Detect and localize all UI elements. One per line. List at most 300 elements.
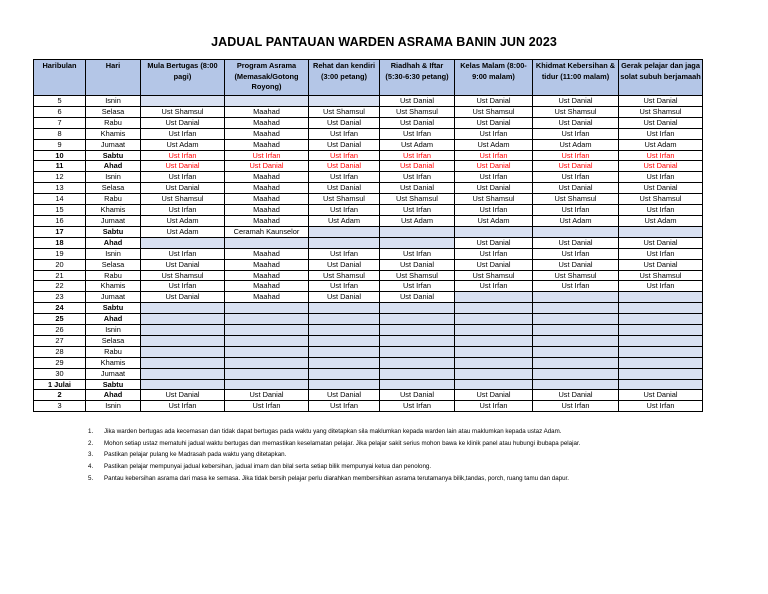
duty-cell	[225, 303, 309, 314]
duty-cell: Ust Danial	[619, 161, 703, 172]
duty-cell: Ust Danial	[380, 161, 455, 172]
duty-cell: Ust Shamsul	[619, 270, 703, 281]
duty-cell: Ust Irfan	[380, 281, 455, 292]
duty-cell	[380, 368, 455, 379]
duty-cell: Ust Irfan	[455, 248, 533, 259]
duty-cell: Ust Adam	[619, 215, 703, 226]
duty-cell	[225, 237, 309, 248]
duty-cell: Ust Danial	[380, 183, 455, 194]
table-row	[34, 314, 703, 325]
table-row	[34, 183, 703, 194]
duty-cell: Ust Irfan	[455, 205, 533, 216]
day-cell: Ahad	[86, 314, 141, 325]
duty-cell	[455, 335, 533, 346]
duty-cell	[533, 325, 619, 336]
day-cell: Isnin	[86, 401, 141, 412]
duty-cell	[619, 303, 703, 314]
duty-cell: Ust Adam	[141, 139, 225, 150]
day-cell: Isnin	[86, 172, 141, 183]
duty-cell: Ust Irfan	[380, 172, 455, 183]
duty-cell	[533, 292, 619, 303]
duty-cell: Ust Irfan	[533, 172, 619, 183]
duty-cell: Ust Danial	[309, 139, 380, 150]
duty-cell: Ust Shamsul	[380, 194, 455, 205]
schedule-table	[33, 59, 703, 412]
duty-cell	[141, 357, 225, 368]
duty-cell: Ust Danial	[455, 161, 533, 172]
table-row	[34, 161, 703, 172]
duty-cell: Ust Danial	[533, 183, 619, 194]
duty-cell: Maahad	[225, 281, 309, 292]
table-row	[34, 270, 703, 281]
duty-cell: Ust Adam	[141, 215, 225, 226]
duty-cell	[380, 303, 455, 314]
duty-cell: Ust Shamsul	[455, 270, 533, 281]
duty-cell: Ust Irfan	[309, 248, 380, 259]
duty-cell: Ust Danial	[380, 292, 455, 303]
table-row	[34, 226, 703, 237]
duty-cell	[225, 357, 309, 368]
duty-cell: Ust Adam	[619, 139, 703, 150]
duty-cell	[533, 303, 619, 314]
duty-cell: Ust Irfan	[380, 205, 455, 216]
duty-cell: Ust Adam	[380, 139, 455, 150]
date-cell: 6	[34, 106, 86, 117]
duty-cell: Ust Irfan	[225, 150, 309, 161]
day-cell: Isnin	[86, 96, 141, 107]
duty-cell: Ust Danial	[141, 161, 225, 172]
duty-cell	[141, 368, 225, 379]
duty-cell	[225, 346, 309, 357]
date-cell: 21	[34, 270, 86, 281]
date-cell: 13	[34, 183, 86, 194]
duty-cell: Ust Danial	[309, 117, 380, 128]
day-cell: Khamis	[86, 128, 141, 139]
duty-cell	[309, 96, 380, 107]
duty-cell: Ust Danial	[533, 259, 619, 270]
duty-cell: Ust Shamsul	[619, 194, 703, 205]
duty-cell	[619, 226, 703, 237]
table-row	[34, 139, 703, 150]
date-cell: 20	[34, 259, 86, 270]
date-cell: 12	[34, 172, 86, 183]
duty-cell	[309, 325, 380, 336]
duty-cell: Ust Adam	[455, 139, 533, 150]
date-cell: 27	[34, 335, 86, 346]
duty-cell	[533, 368, 619, 379]
duty-cell: Ust Adam	[141, 226, 225, 237]
day-cell: Jumaat	[86, 215, 141, 226]
note-item	[88, 449, 580, 461]
duty-cell	[225, 325, 309, 336]
date-cell: 26	[34, 325, 86, 336]
duty-cell: Ust Irfan	[533, 248, 619, 259]
duty-cell: Ust Shamsul	[380, 106, 455, 117]
duty-cell: Ust Danial	[533, 96, 619, 107]
duty-cell	[619, 368, 703, 379]
duty-cell: Ust Shamsul	[533, 270, 619, 281]
note-text: Pastikan pelajar mempunyai jadual kebersihan, jadual imam dan bilal serta setiap bilik mempunyai ketua dan penolong.	[104, 463, 432, 471]
duty-cell: Ust Irfan	[309, 128, 380, 139]
duty-cell	[309, 237, 380, 248]
table-row	[34, 117, 703, 128]
duty-cell	[380, 237, 455, 248]
day-cell: Ahad	[86, 237, 141, 248]
table-row	[34, 215, 703, 226]
date-cell: 23	[34, 292, 86, 303]
duty-cell	[380, 226, 455, 237]
duty-cell: Maahad	[225, 117, 309, 128]
duty-cell: Maahad	[225, 270, 309, 281]
date-cell: 15	[34, 205, 86, 216]
duty-cell: Ust Danial	[309, 161, 380, 172]
duty-cell	[619, 314, 703, 325]
table-row	[34, 106, 703, 117]
duty-cell: Ust Irfan	[619, 128, 703, 139]
note-text: Jika warden bertugas ada kecemasan dan tidak dapat bertugas pada waktu yang ditetapkan sila maklumkan kepada warden lain atau maklumkan kepada ustaz Adam.	[104, 428, 562, 435]
duty-cell	[455, 292, 533, 303]
duty-cell: Ust Danial	[619, 259, 703, 270]
duty-cell: Ust Adam	[455, 215, 533, 226]
note-text: Pantau kebersihan asrama dari masa ke semasa. Jika tidak bersih pelajar perlu diarahkan membersihkan asrama terutamanya bilik,tandas, porch, ruang tamu dan dapur.	[104, 474, 569, 482]
day-cell: Sabtu	[86, 226, 141, 237]
duty-cell: Ust Danial	[619, 96, 703, 107]
duty-cell	[380, 335, 455, 346]
duty-cell	[619, 346, 703, 357]
duty-cell: Ust Danial	[309, 183, 380, 194]
day-cell: Jumaat	[86, 368, 141, 379]
duty-cell	[141, 237, 225, 248]
day-cell: Ahad	[86, 161, 141, 172]
duty-cell: Ust Irfan	[309, 205, 380, 216]
duty-cell	[455, 346, 533, 357]
duty-cell: Ust Danial	[455, 183, 533, 194]
day-cell: Rabu	[86, 194, 141, 205]
duty-cell: Maahad	[225, 106, 309, 117]
duty-cell: Ust Adam	[533, 139, 619, 150]
duty-cell	[309, 379, 380, 390]
duty-cell: Maahad	[225, 215, 309, 226]
table-row	[34, 368, 703, 379]
day-cell: Isnin	[86, 248, 141, 259]
duty-cell: Ust Danial	[533, 117, 619, 128]
duty-cell: Ust Irfan	[380, 248, 455, 259]
duty-cell	[619, 379, 703, 390]
duty-cell: Maahad	[225, 128, 309, 139]
table-row	[34, 259, 703, 270]
duty-cell	[455, 303, 533, 314]
duty-cell	[309, 357, 380, 368]
table-row	[34, 379, 703, 390]
duty-cell: Ust Adam	[533, 215, 619, 226]
duty-cell: Ust Danial	[380, 96, 455, 107]
duty-cell: Ust Danial	[533, 237, 619, 248]
date-cell: 9	[34, 139, 86, 150]
duty-cell: Ust Irfan	[309, 150, 380, 161]
duty-cell: Ust Danial	[309, 390, 380, 401]
duty-cell: Ust Irfan	[619, 205, 703, 216]
header-kelas-malam: Kelas Malam (8:00-9:00 malam)	[455, 60, 533, 96]
duty-cell	[141, 325, 225, 336]
duty-cell	[380, 379, 455, 390]
duty-cell: Ust Shamsul	[141, 270, 225, 281]
table-row	[34, 128, 703, 139]
note-number: 5.	[88, 474, 94, 482]
duty-cell	[309, 303, 380, 314]
duty-cell: Ust Irfan	[455, 401, 533, 412]
date-cell: 10	[34, 150, 86, 161]
date-cell: 18	[34, 237, 86, 248]
duty-cell: Ust Shamsul	[141, 194, 225, 205]
duty-cell	[619, 292, 703, 303]
day-cell: Selasa	[86, 106, 141, 117]
day-cell: Khamis	[86, 205, 141, 216]
date-cell: 22	[34, 281, 86, 292]
table-row	[34, 248, 703, 259]
duty-cell	[455, 314, 533, 325]
duty-cell: Ust Danial	[380, 117, 455, 128]
table-row	[34, 335, 703, 346]
note-number: 1.	[88, 428, 94, 435]
note-item	[88, 426, 580, 438]
date-cell: 29	[34, 357, 86, 368]
date-cell: 17	[34, 226, 86, 237]
duty-cell	[225, 96, 309, 107]
table-row	[34, 303, 703, 314]
duty-cell	[533, 335, 619, 346]
duty-cell: Maahad	[225, 205, 309, 216]
notes-list	[88, 426, 580, 485]
duty-cell: Ust Adam	[309, 215, 380, 226]
date-cell: 25	[34, 314, 86, 325]
table-row	[34, 150, 703, 161]
duty-cell: Ust Irfan	[455, 150, 533, 161]
duty-cell: Ust Irfan	[455, 281, 533, 292]
duty-cell: Ust Irfan	[141, 401, 225, 412]
header-row	[34, 60, 703, 96]
header-program-asrama: Program Asrama (Memasak/Gotong Royong)	[225, 60, 309, 96]
duty-cell	[309, 226, 380, 237]
page-title: JADUAL PANTAUAN WARDEN ASRAMA BANIN JUN 2023	[211, 35, 557, 49]
header-gerak-pelajar: Gerak pelajar dan jaga solat subuh berjamaah	[619, 60, 703, 96]
duty-cell: Ust Irfan	[141, 281, 225, 292]
header-mula-bertugas: Mula Bertugas (8:00 pagi)	[141, 60, 225, 96]
table-row	[34, 346, 703, 357]
duty-cell: Ust Danial	[141, 259, 225, 270]
date-cell: 2	[34, 390, 86, 401]
duty-cell: Ust Danial	[225, 161, 309, 172]
duty-cell	[225, 379, 309, 390]
duty-cell: Ust Irfan	[455, 128, 533, 139]
note-item	[88, 461, 580, 473]
date-cell: 7	[34, 117, 86, 128]
day-cell: Isnin	[86, 325, 141, 336]
header-riadhah-iftar: Riadhah & Iftar (5:30-6:30 petang)	[380, 60, 455, 96]
duty-cell: Ust Irfan	[619, 281, 703, 292]
note-number: 4.	[88, 463, 94, 471]
duty-cell: Ust Shamsul	[309, 270, 380, 281]
duty-cell: Ust Shamsul	[141, 106, 225, 117]
day-cell: Sabtu	[86, 379, 141, 390]
duty-cell	[141, 314, 225, 325]
day-cell: Rabu	[86, 346, 141, 357]
duty-cell: Ust Irfan	[533, 205, 619, 216]
duty-cell: Ust Danial	[225, 390, 309, 401]
duty-cell: Ust Danial	[309, 259, 380, 270]
duty-cell: Ust Irfan	[619, 401, 703, 412]
note-text: Pastikan pelajar pulang ke Madrasah pada waktu yang ditetapkan.	[104, 451, 287, 459]
duty-cell	[533, 379, 619, 390]
duty-cell: Ust Danial	[533, 161, 619, 172]
duty-cell	[380, 357, 455, 368]
duty-cell	[225, 314, 309, 325]
duty-cell: Ust Danial	[309, 292, 380, 303]
duty-cell: Ust Danial	[619, 237, 703, 248]
duty-cell: Maahad	[225, 194, 309, 205]
duty-cell	[455, 379, 533, 390]
duty-cell: Ust Danial	[619, 390, 703, 401]
duty-cell: Ust Danial	[455, 96, 533, 107]
duty-cell: Ust Irfan	[619, 248, 703, 259]
table-row	[34, 237, 703, 248]
duty-cell: Ust Shamsul	[619, 106, 703, 117]
duty-cell: Ust Shamsul	[533, 194, 619, 205]
duty-cell	[533, 314, 619, 325]
note-text: Mohon setiap ustaz mematuhi jadual waktu bertugas dan memastikan keselamatan pelajar. Jika pelajar sakit serius mohon bawa ke klinik panel atau hubungi ibubapa pelajar.	[104, 439, 581, 447]
duty-cell: Maahad	[225, 248, 309, 259]
date-cell: 24	[34, 303, 86, 314]
duty-cell: Ust Danial	[455, 117, 533, 128]
duty-cell: Ust Shamsul	[380, 270, 455, 281]
duty-cell	[619, 325, 703, 336]
header-haribulan: Haribulan	[34, 60, 86, 96]
duty-cell: Ust Irfan	[619, 150, 703, 161]
duty-cell	[380, 346, 455, 357]
date-cell: 3	[34, 401, 86, 412]
duty-cell: Ust Danial	[619, 117, 703, 128]
date-cell: 14	[34, 194, 86, 205]
table-row	[34, 96, 703, 107]
date-cell: 5	[34, 96, 86, 107]
duty-cell	[380, 325, 455, 336]
day-cell: Khamis	[86, 281, 141, 292]
duty-cell: Ust Irfan	[619, 172, 703, 183]
duty-cell: Ust Danial	[380, 259, 455, 270]
duty-cell	[533, 226, 619, 237]
duty-cell	[309, 314, 380, 325]
duty-cell: Ust Shamsul	[455, 106, 533, 117]
day-cell: Rabu	[86, 270, 141, 281]
duty-cell: Maahad	[225, 292, 309, 303]
date-cell: 19	[34, 248, 86, 259]
duty-cell: Ust Irfan	[533, 128, 619, 139]
schedule-body	[34, 96, 703, 412]
duty-cell: Ust Danial	[533, 390, 619, 401]
table-row	[34, 172, 703, 183]
table-row	[34, 357, 703, 368]
date-cell: 8	[34, 128, 86, 139]
duty-cell	[455, 226, 533, 237]
duty-cell: Ust Irfan	[380, 150, 455, 161]
table-row	[34, 205, 703, 216]
table-row	[34, 390, 703, 401]
day-cell: Selasa	[86, 335, 141, 346]
duty-cell	[141, 96, 225, 107]
table-row	[34, 292, 703, 303]
duty-cell: Ust Danial	[455, 390, 533, 401]
duty-cell	[141, 303, 225, 314]
duty-cell: Ust Adam	[380, 215, 455, 226]
duty-cell: Ust Irfan	[455, 172, 533, 183]
duty-cell: Ust Danial	[455, 259, 533, 270]
duty-cell	[141, 379, 225, 390]
duty-cell	[309, 368, 380, 379]
duty-cell	[619, 335, 703, 346]
table-row	[34, 194, 703, 205]
table-row	[34, 281, 703, 292]
note-item	[88, 438, 580, 450]
day-cell: Selasa	[86, 183, 141, 194]
note-number: 3.	[88, 451, 94, 459]
duty-cell: Ust Irfan	[309, 172, 380, 183]
duty-cell	[141, 346, 225, 357]
day-cell: Selasa	[86, 259, 141, 270]
duty-cell	[455, 368, 533, 379]
duty-cell	[619, 357, 703, 368]
date-cell: 30	[34, 368, 86, 379]
duty-cell	[380, 314, 455, 325]
duty-cell: Ust Irfan	[533, 281, 619, 292]
duty-cell: Ust Irfan	[225, 401, 309, 412]
day-cell: Sabtu	[86, 150, 141, 161]
duty-cell: Ceramah Kaunselor	[225, 226, 309, 237]
duty-cell	[309, 346, 380, 357]
day-cell: Khamis	[86, 357, 141, 368]
duty-cell: Ust Danial	[141, 117, 225, 128]
duty-cell: Ust Shamsul	[309, 194, 380, 205]
duty-cell: Ust Danial	[141, 183, 225, 194]
duty-cell: Maahad	[225, 183, 309, 194]
day-cell: Jumaat	[86, 139, 141, 150]
duty-cell: Ust Irfan	[141, 128, 225, 139]
table-row	[34, 325, 703, 336]
duty-cell	[141, 335, 225, 346]
date-cell: 1 Julai	[34, 379, 86, 390]
duty-cell: Ust Danial	[141, 292, 225, 303]
header-hari: Hari	[86, 60, 141, 96]
header-rehat: Rehat dan kendiri (3:00 petang)	[309, 60, 380, 96]
duty-cell: Ust Danial	[619, 183, 703, 194]
duty-cell: Maahad	[225, 259, 309, 270]
duty-cell: Ust Danial	[455, 237, 533, 248]
duty-cell	[225, 368, 309, 379]
duty-cell: Maahad	[225, 172, 309, 183]
duty-cell	[225, 335, 309, 346]
duty-cell: Ust Irfan	[141, 248, 225, 259]
day-cell: Rabu	[86, 117, 141, 128]
duty-cell: Ust Shamsul	[455, 194, 533, 205]
duty-cell: Ust Irfan	[141, 172, 225, 183]
duty-cell: Ust Danial	[380, 390, 455, 401]
date-cell: 11	[34, 161, 86, 172]
duty-cell: Ust Irfan	[309, 401, 380, 412]
date-cell: 16	[34, 215, 86, 226]
duty-cell	[455, 325, 533, 336]
duty-cell: Ust Irfan	[141, 205, 225, 216]
duty-cell: Ust Irfan	[309, 281, 380, 292]
duty-cell: Maahad	[225, 139, 309, 150]
duty-cell	[455, 357, 533, 368]
